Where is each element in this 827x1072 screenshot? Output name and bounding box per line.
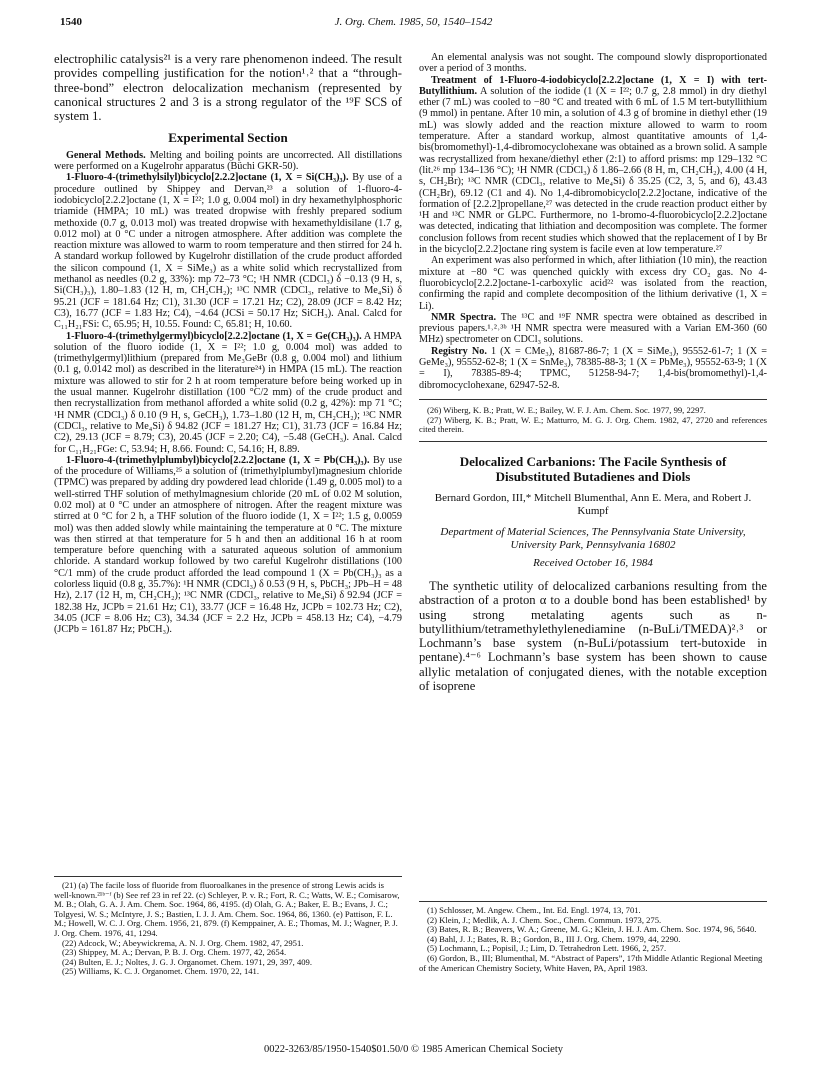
footnote-25: (25) Williams, K. C. J. Organomet. Chem. 1970, 22, 141.: [62, 966, 259, 977]
received-date: Received October 16, 1984: [533, 556, 653, 569]
left-column: [54, 52, 402, 636]
germanium-procedure-text: A HMPA solution of the fluoro iodide (1, X = I²²; 1.0 g, 0.004 mol) was added to (trimethylgermyl)lithium (prepared from Me₃GeBr (0.8 g, 0.004 mol) and lithium (0.1 g, 0.0142 mol) as described in the literature²⁴) in HMPA (15 mL). The reaction mixture was allowed to stir for 2 h at room temperature before being worked up in the usual manner. Kugelrohr distillation (100 °C/2 mm) of the crude product and then recrystallization from methanol afforded a white solid (0.2 g, 42%): mp 71 °C; ¹H NMR (CDCl₃) δ 0.10 (9 H, s, GeCH₃), 1.73–1.80 (12 H, m, CH₂CH₂); ¹³C NMR (CDCl₃, relative to Me₄Si) δ 94.82 (JCF = 181.27 Hz; C1), 31.73 (JCF = 16.84 Hz; C2), 29.13 (JCF = 8.79; C3), 20.45 (JCF = 2.20; C4), −5.48 (GeCH₃). Anal. Calcd for C₁₁H₂₁FGe: C, 53.94; H, 8.66. Found: C, 54.16; H, 8.89.: [54, 330, 402, 455]
footnote-3: (3) Bates, R. B.; Beavers, W. A.; Greene, M. G.; Klein, J. H. J. Am. Chem. Soc. 1974, 96, 5640.: [427, 924, 757, 935]
footnote-1: (1) Schlosser, M. Angew. Chem., Int. Ed. Engl. 1974, 13, 701.: [427, 905, 641, 915]
footnote-rule: [54, 876, 402, 877]
left-footnotes: [54, 876, 402, 977]
footnote-2: (2) Klein, J.; Medlik, A. J. Chem. Soc., Chem. Commun. 1973, 275.: [427, 914, 662, 925]
disproportionation-paragraph: An elemental analysis was not sought. The compound slowly disproportionated over a period of 3 months.: [419, 52, 767, 75]
article-title: Delocalized Carbanions: The Facile Synthesis of Disubstituted Butadienes and Diols: [459, 453, 727, 484]
germanium-procedure-paragraph: [54, 331, 402, 455]
footnote-22: (22) Adcock, W.; Abeywickrema, A. N. J. Org. Chem. 1982, 47, 2951.: [62, 937, 304, 948]
germanium-procedure-heading: 1-Fluoro-4-(trimethylgermyl)bicyclo[2.2.2]octane (1, X = Ge(CH₃)₃).: [66, 330, 362, 342]
lead-procedure-text: By use of the procedure of Williams,²⁵ a solution of (trimethylplumbyl)magnesium chloride (TPMC) was prepared by adding dry powdered lead chloride (1.49 g, 0.005 mol) to a well-stirred THF solution of methylmagnesium chloride (20 mL of 0.02 M solution, 0.02 mol) at 0 °C under an atmosphere of nitrogen. After the reagent mixture was stirred at 0 °C for 2 h, a THF solution of the fluoro iodide (1, X = I²²; 1.5 g, 0.0059 mol) was then added slowly while maintaining the temperature at 0 °C. The mixture was then stirred at that temperature for 5 h and then an additional 16 h at room temperature before quenching with a saturated aqueous solution of ammonium chloride. A standard workup followed by two careful Kugelrohr distillations (100 °C/1 mm) of the crude product afforded the lead compound 1 (X = Pb(CH₃)₃ as a colorless liquid (0.8 g, 35.7%): ¹H NMR (CDCl₃) δ 0.53 (9 H, s, PbCH₃; JPb–H = 48 Hz), 2.17 (12 H, m, CH₂CH₂); ¹³C NMR (CDCl₃, relative to Me₄Si) δ 92.94 (JCF = 182.38 Hz, JCPb = 21.61 Hz; C1), 33.77 (JCF = 16.48 Hz, JCPb = 102.73 Hz; C2), 34.05 (JCF = 8.06 Hz; C3), 34.34 (JCF = 2.2 Hz, JCPb = 458.13 Hz; C4), −4.79 (JCPb = 161.87 Hz; PbCH₃).: [54, 454, 402, 636]
footnote-5: (5) Lochmann, L.; Popisil, J.; Lim, D. Tetrahedron Lett. 1966, 2, 257.: [427, 943, 667, 954]
article-body-paragraph: The synthetic utility of delocalized carbanions resulting from the abstraction of a proton α to a double bond has been established¹ by using strong metalating agents such as n-butyllithium/tetramethylethylenediamine (n-BuLi/TMEDA)²˒³ or Lochmann’s base system (n-BuLi/potassium tert-butoxide in pentane).⁴⁻⁶ Lochmann’s base system has been shown to cause allylic metalation of conjugated dienes, with the notable exception of isoprene: [419, 578, 767, 694]
general-methods-heading: General Methods.: [66, 149, 146, 161]
right-references: [419, 406, 767, 435]
registry-paragraph: [419, 346, 767, 391]
reference-rule: [419, 399, 767, 400]
general-methods-paragraph: [54, 150, 402, 173]
general-methods-text: Melting and boiling points are uncorrected. All distillations were performed on a Kugelrohr apparatus (Büchi GKR-50).: [54, 149, 402, 173]
lithiation-heading: Treatment of 1-Fluoro-4-iodobicyclo[2.2.2]octane (1, X = I) with tert-Butyllithium.: [419, 74, 767, 97]
lithiation-text: A solution of the iodide (1 (X = I²²; 0.7 g, 2.8 mmol) in dry diethyl ether (7 mL) was cooled to −80 °C and treated with 6 mL of 1.5 M tert-butyllithium (9 mmol) in pentane. After 10 min, a solution of 4.3 g of bromine in diethyl ether (19 mL) was slowly added and the reaction mixture allowed to warm to room temperature. After a standard workup, almost quantitative amounts of 1,4-bis(bromomethyl)-1,4-dibromocyclohexane was obtained as a brown solid. A sample was recrystallized from hexane/diethyl ether (2:1) to afford prisms: mp 129–132 °C (lit.²⁶ mp 134–136 °C); ¹H NMR (CDCl₃) δ 1.86–2.66 (8 H, m, CH₂CH₂), 4.00 (4 H, s, CH₂Br); ¹³C NMR (CDCl₃, relative to Me₄Si) δ 35.25 (C2, 3, 5, and 6), 43.43 (CH₂Br), 69.12 (C1 and 4). No 1,4-dibromobicyclo[2.2.2]octane, indicative of the formation of [2.2.2]propellane,²⁷ was detected in the crude reaction product either by ¹H and ¹³C NMR or GLPC. Furthermore, no 1-bromo-4-fluorobicyclo[2.2.2]octane was detected, indicating that lithiation and decomposition was complete. The former conclusion follows from recent studies which showed that the replacement of I by Br in the bicyclo[2.2.2]octane ring system is facile even at low temperature.²⁷: [419, 85, 767, 256]
lithiation-paragraph: [419, 75, 767, 256]
footnote-21: (21) (a) The facile loss of fluoride from fluoroalkanes in the presence of strong Lewis acids is well-known.²¹ᵇ⁻ᶠ (b) See ref 23 in ref 22. (c) Schleyer, P. v. R.; Fort, R. C.; Watts, W. E.; Comisarow, M. B.; Olah, G. A. J. Am. Chem. Soc. 1964, 86, 4195. (d) Olah, G. A.; Baker, E. B.; Evans, J. C.; Tolgyesi, W. S.; McIntyre, J. S.; Bastien, I. J. J. Am. Chem. Soc. 1964, 86, 1360. (e) Pattison, F. L. M.; Howell, W. C. J. Org. Chem. 1956, 21, 879. (f) Kemppainer, A. E.; Thomas, M. J.; Wagner, P. J. J. Org. Chem. 1976, 41, 1294.: [54, 880, 400, 938]
page-number: 1540: [60, 16, 82, 28]
nmr-paragraph: [419, 312, 767, 346]
right-column: [419, 52, 767, 693]
footnote-4: (4) Bahl, J. J.; Bates, R. B.; Gordon, B., III J. Org. Chem. 1979, 44, 2290.: [427, 933, 681, 944]
silicon-procedure-paragraph: [54, 172, 402, 330]
registry-heading: Registry No.: [431, 345, 487, 357]
right-footnotes: [419, 901, 767, 973]
page-footer: 0022-3263/85/1950-1540$01.50/0 © 1985 American Chemical Society: [263, 1044, 564, 1055]
footnote-rule-right: [419, 901, 767, 902]
lead-procedure-paragraph: [54, 455, 402, 636]
article-affiliation: Department of Material Sciences, The Pennsylvania State University, University Park, Pennsylvania 16802: [440, 525, 746, 551]
footnote-6: (6) Gordon, B., III; Blumenthal, M. “Abstract of Papers”, 17th Middle Atlantic Regional Meeting of the American Chemistry Society, White Haven, PA, April 1983.: [419, 952, 763, 973]
silicon-procedure-heading: 1-Fluoro-4-(trimethylsilyl)bicyclo[2.2.2]octane (1, X = Si(CH₃)₃).: [66, 172, 349, 184]
co2-quench-paragraph: An experiment was also performed in which, after lithiation (10 min), the reaction mixture at −80 °C was quenched quickly with excess dry CO₂ gas. No 4-fluorobicyclo[2.2.2]octane-1-carboxylic acid²² was isolated from the reaction, confirming the rapid and complete decomposition of the lithium derivative (1, X = Li).: [419, 255, 767, 312]
article-authors: Bernard Gordon, III,* Mitchell Blumenthal, Ann E. Mera, and Robert J. Kumpf: [434, 491, 752, 517]
reference-27: (27) Wiberg, K. B.; Pratt, W. E.; Matturro, M. G. J. Org. Chem. 1982, 47, 2720 and references cited therein.: [419, 414, 767, 435]
lead-procedure-heading: 1-Fluoro-4-(trimethylplumbyl)bicyclo[2.2.2]octane (1, X = Pb(CH₃)₃).: [66, 454, 370, 466]
registry-text: 1 (X = CMe₃), 81687-86-7; 1 (X = SiMe₃), 95552-61-7; 1 (X = GeMe₃), 95552-62-8; 1 (X = SnMe₃), 78385-88-3; 1 (X = PbMe₃), 95552-63-9; 1 (X = I), 78385-89-4; TPMC, 51258-94-7; 1,4-bis(bromomethyl)-1,4-dibromocyclohexane, 62947-52-8.: [419, 345, 767, 391]
nmr-text: The ¹³C and ¹⁹F NMR spectra were obtained as described in previous papers.¹˒²˒³ᵇ ¹H NMR spectra were measured with a Varian EM-360 (60 MHz) spectrometer on CDCl₃ solutions.: [419, 311, 767, 346]
nmr-heading: NMR Spectra.: [431, 311, 497, 323]
intro-paragraph-block: [54, 52, 402, 123]
intro-paragraph: electrophilic catalysis²¹ is a very rare phenomenon indeed. The result provides compelling justification for the notion¹˒² that a “through-three-bond” electron delocalization mechanism (represented by canonical structures 2 and 3 is a strong regulator of the ¹⁹F SCS of system 1.: [54, 52, 402, 124]
footnote-24: (24) Bulten, E. J.; Noltes, J. G. J. Organomet. Chem. 1971, 29, 397, 409.: [62, 956, 312, 967]
article-body-block: [419, 579, 767, 693]
article-separator-rule: [419, 441, 767, 442]
running-header: [60, 16, 767, 32]
silicon-procedure-text: By use of a procedure outlined by Shippey and Dervan,²³ a solution of 1-fluoro-4-iodobicyclo[2.2.2]octane (1, X = I²²; 1.0 g, 0.004 mol) in dry hexamethylphosphoric triamide (HMPA; 10 mL) was treated dropwise with freshly prepared sodium methoxide (0.7 g, 0.013 mol) was treated dropwise with hexamethyldisilane (1.7 g, 0.012 mol) at 0 °C under a nitrogen atmosphere. After addition was complete the reaction mixture was allowed to warm to room temperature and then stirred for 24 h. A standard workup followed by Kugelrohr distillation of the crude product afforded the silicon compound (1, X = SiMe₃) as a white solid which recrystallized from methanol as needles (0.2 g, 33%): mp 72–73 °C; ¹H NMR (CDCl₃) δ −0.13 (9 H, s, Si(CH₃)₃), 1.80–1.83 (12 H, m, CH₂CH₂); ¹³C NMR (CDCl₃, relative to Me₄Si) δ 95.21 (JCF = 181.64 Hz; C1), 31.30 (JCF = 17.21 Hz; C2), 28.09 (JCF = 8.42 Hz; C3), 16.77 (JCF = 1.83 Hz; C4), −4.64 (JCSi = 50.17 Hz; SiCH₃). Anal. Calcd for C₁₁H₂₁FSi: C, 65.95; H, 10.55. Found: C, 65.81; H, 10.60.: [54, 172, 402, 331]
footnote-23: (23) Shippey, M. A.; Dervan, P. B. J. Org. Chem. 1977, 42, 2654.: [62, 947, 287, 958]
section-title: Experimental Section: [168, 130, 288, 146]
reference-26: (26) Wiberg, K. B.; Pratt, W. E.; Bailey, W. F. J. Am. Chem. Soc. 1977, 99, 2297.: [427, 404, 706, 415]
journal-citation: J. Org. Chem. 1985, 50, 1540–1542: [334, 16, 493, 28]
